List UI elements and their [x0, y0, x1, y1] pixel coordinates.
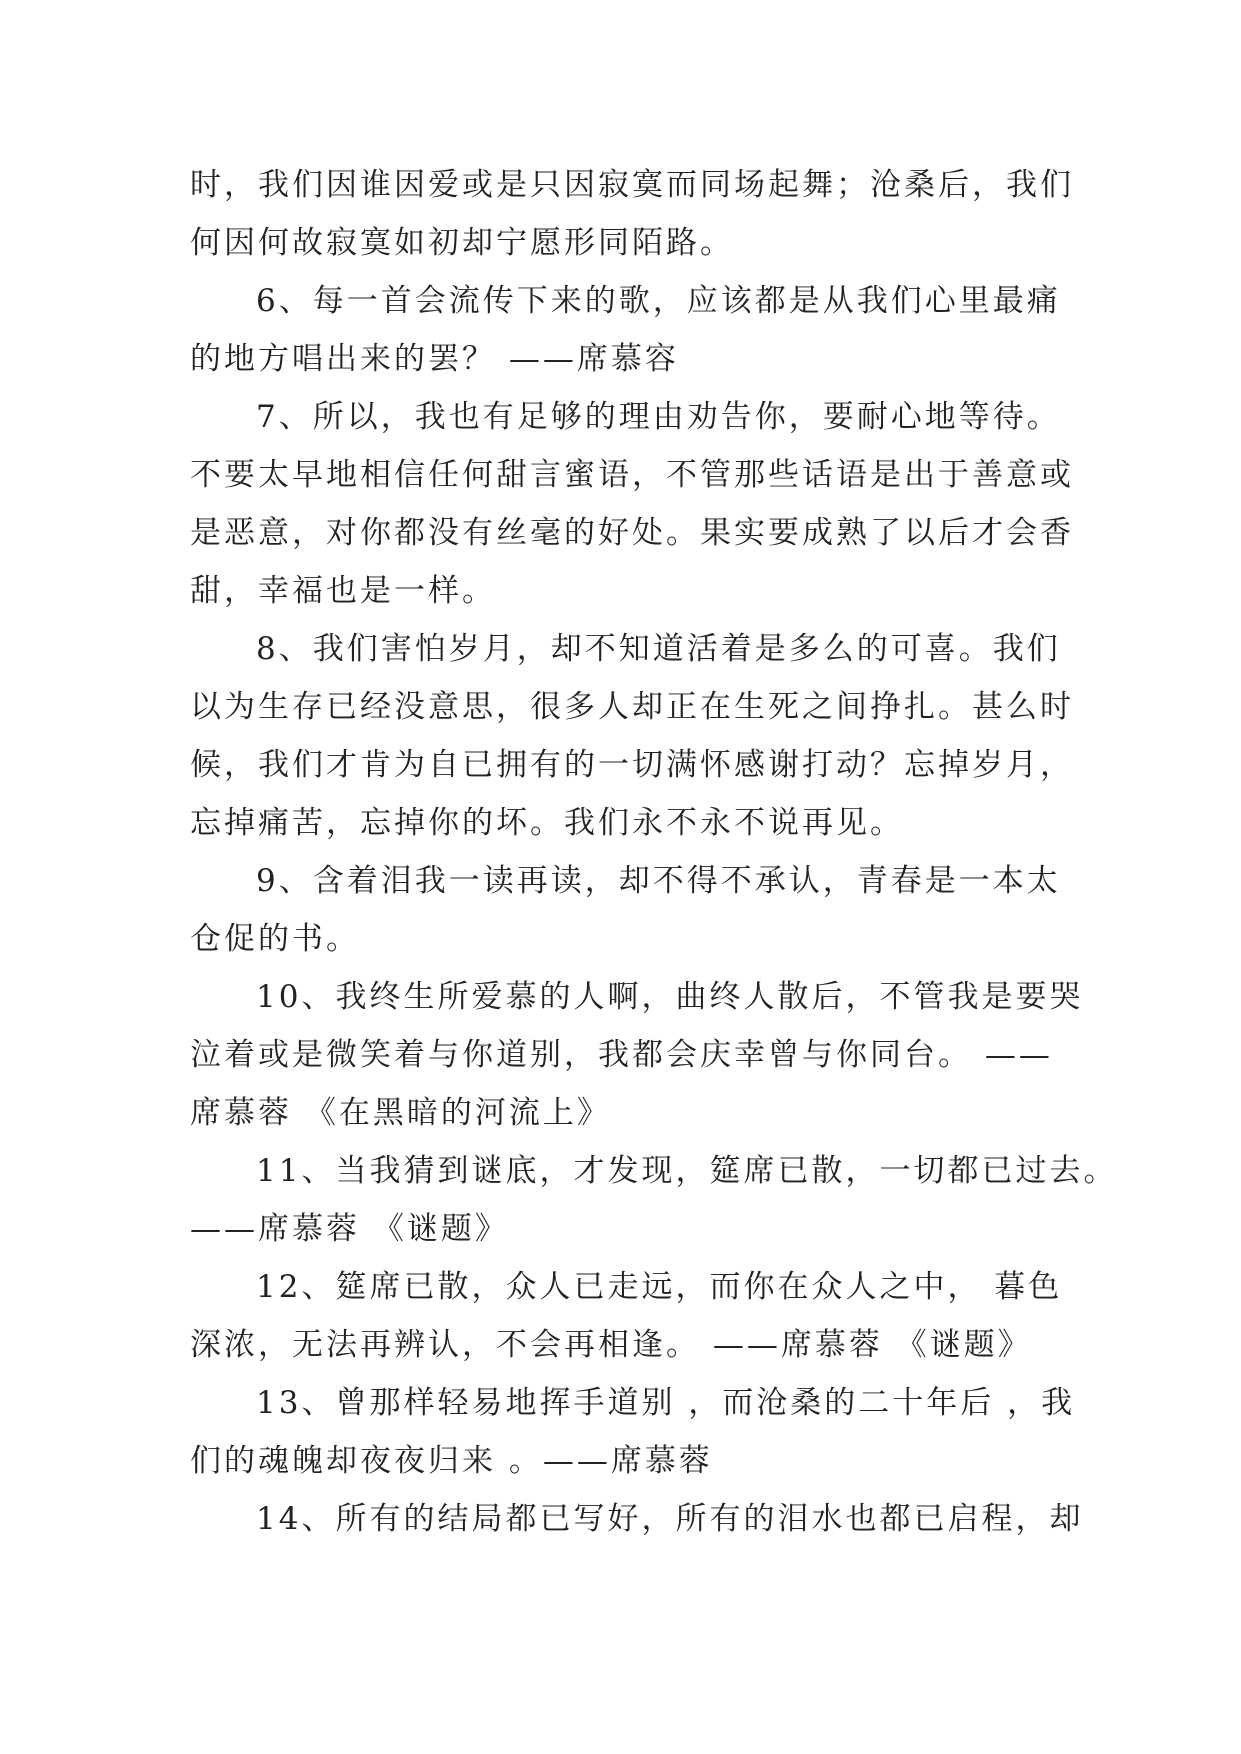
- text-line: 9、含着泪我一读再读，却不得不承认，青春是一本太: [256, 863, 1061, 899]
- quote-item-8: [190, 620, 1074, 852]
- quote-item-9: [190, 852, 1060, 968]
- text-line: 7、所以，我也有足够的理由劝告你，要耐心地等待。: [256, 399, 1061, 435]
- text-line: 不要太早地相信任何甜言蜜语，不管那些话语是出于善意或: [190, 457, 1074, 493]
- text-line: 10、我终生所爱慕的人啊，曲终人散后，不管我是要哭: [256, 979, 1084, 1015]
- text-line: 甜，幸福也是一样。: [190, 573, 496, 609]
- document-body: [190, 156, 1118, 1548]
- paragraph-continuation: [190, 156, 1074, 272]
- text-line: 泣着或是微笑着与你道别，我都会庆幸曾与你同台。 ——: [190, 1037, 1053, 1073]
- text-line: 忘掉痛苦，忘掉你的坏。我们永不永不说再见。: [190, 805, 904, 841]
- quote-item-11: [190, 1142, 1118, 1258]
- text-line: 深浓，无法再辨认，不会再相逢。 ——席慕蓉 《谜题》: [190, 1327, 1032, 1363]
- text-line: 们的魂魄却夜夜归来 。——席慕蓉: [190, 1443, 713, 1479]
- text-line: 12、筵席已散，众人已走远，而你在众人之中， 暮色: [256, 1269, 1063, 1305]
- quote-item-13: [190, 1374, 1076, 1490]
- quote-item-7: [190, 388, 1074, 620]
- text-line: ——席慕蓉 《谜题》: [190, 1211, 509, 1247]
- quote-item-6: [190, 272, 1060, 388]
- quote-item-12: [190, 1258, 1063, 1374]
- text-line: 的地方唱出来的罢？ ——席慕容: [190, 341, 679, 377]
- text-line: 时，我们因谁因爱或是只因寂寞而同场起舞；沧桑后，我们: [190, 167, 1074, 203]
- text-line: 是恶意，对你都没有丝毫的好处。果实要成熟了以后才会香: [190, 515, 1074, 551]
- quote-item-14: [190, 1490, 1084, 1548]
- text-line: 何因何故寂寞如初却宁愿形同陌路。: [190, 225, 734, 261]
- text-line: 13、曾那样轻易地挥手道别 ，而沧桑的二十年后 ，我: [256, 1385, 1076, 1421]
- text-line: 8、我们害怕岁月，却不知道活着是多么的可喜。我们: [256, 631, 1061, 667]
- quote-item-10: [190, 968, 1084, 1142]
- text-line: 席慕蓉 《在黑暗的河流上》: [190, 1095, 611, 1131]
- text-line: 6、每一首会流传下来的歌，应该都是从我们心里最痛: [256, 283, 1061, 319]
- text-line: 14、所有的结局都已写好，所有的泪水也都已启程，却: [256, 1501, 1084, 1537]
- text-line: 11、当我猜到谜底，才发现，筵席已散，一切都已过去。: [256, 1153, 1118, 1189]
- text-line: 以为生存已经没意思，很多人却正在生死之间挣扎。甚么时: [190, 689, 1074, 725]
- text-line: 候，我们才肯为自已拥有的一切满怀感谢打动？忘掉岁月，: [190, 747, 1074, 783]
- text-line: 仓促的书。: [190, 921, 360, 957]
